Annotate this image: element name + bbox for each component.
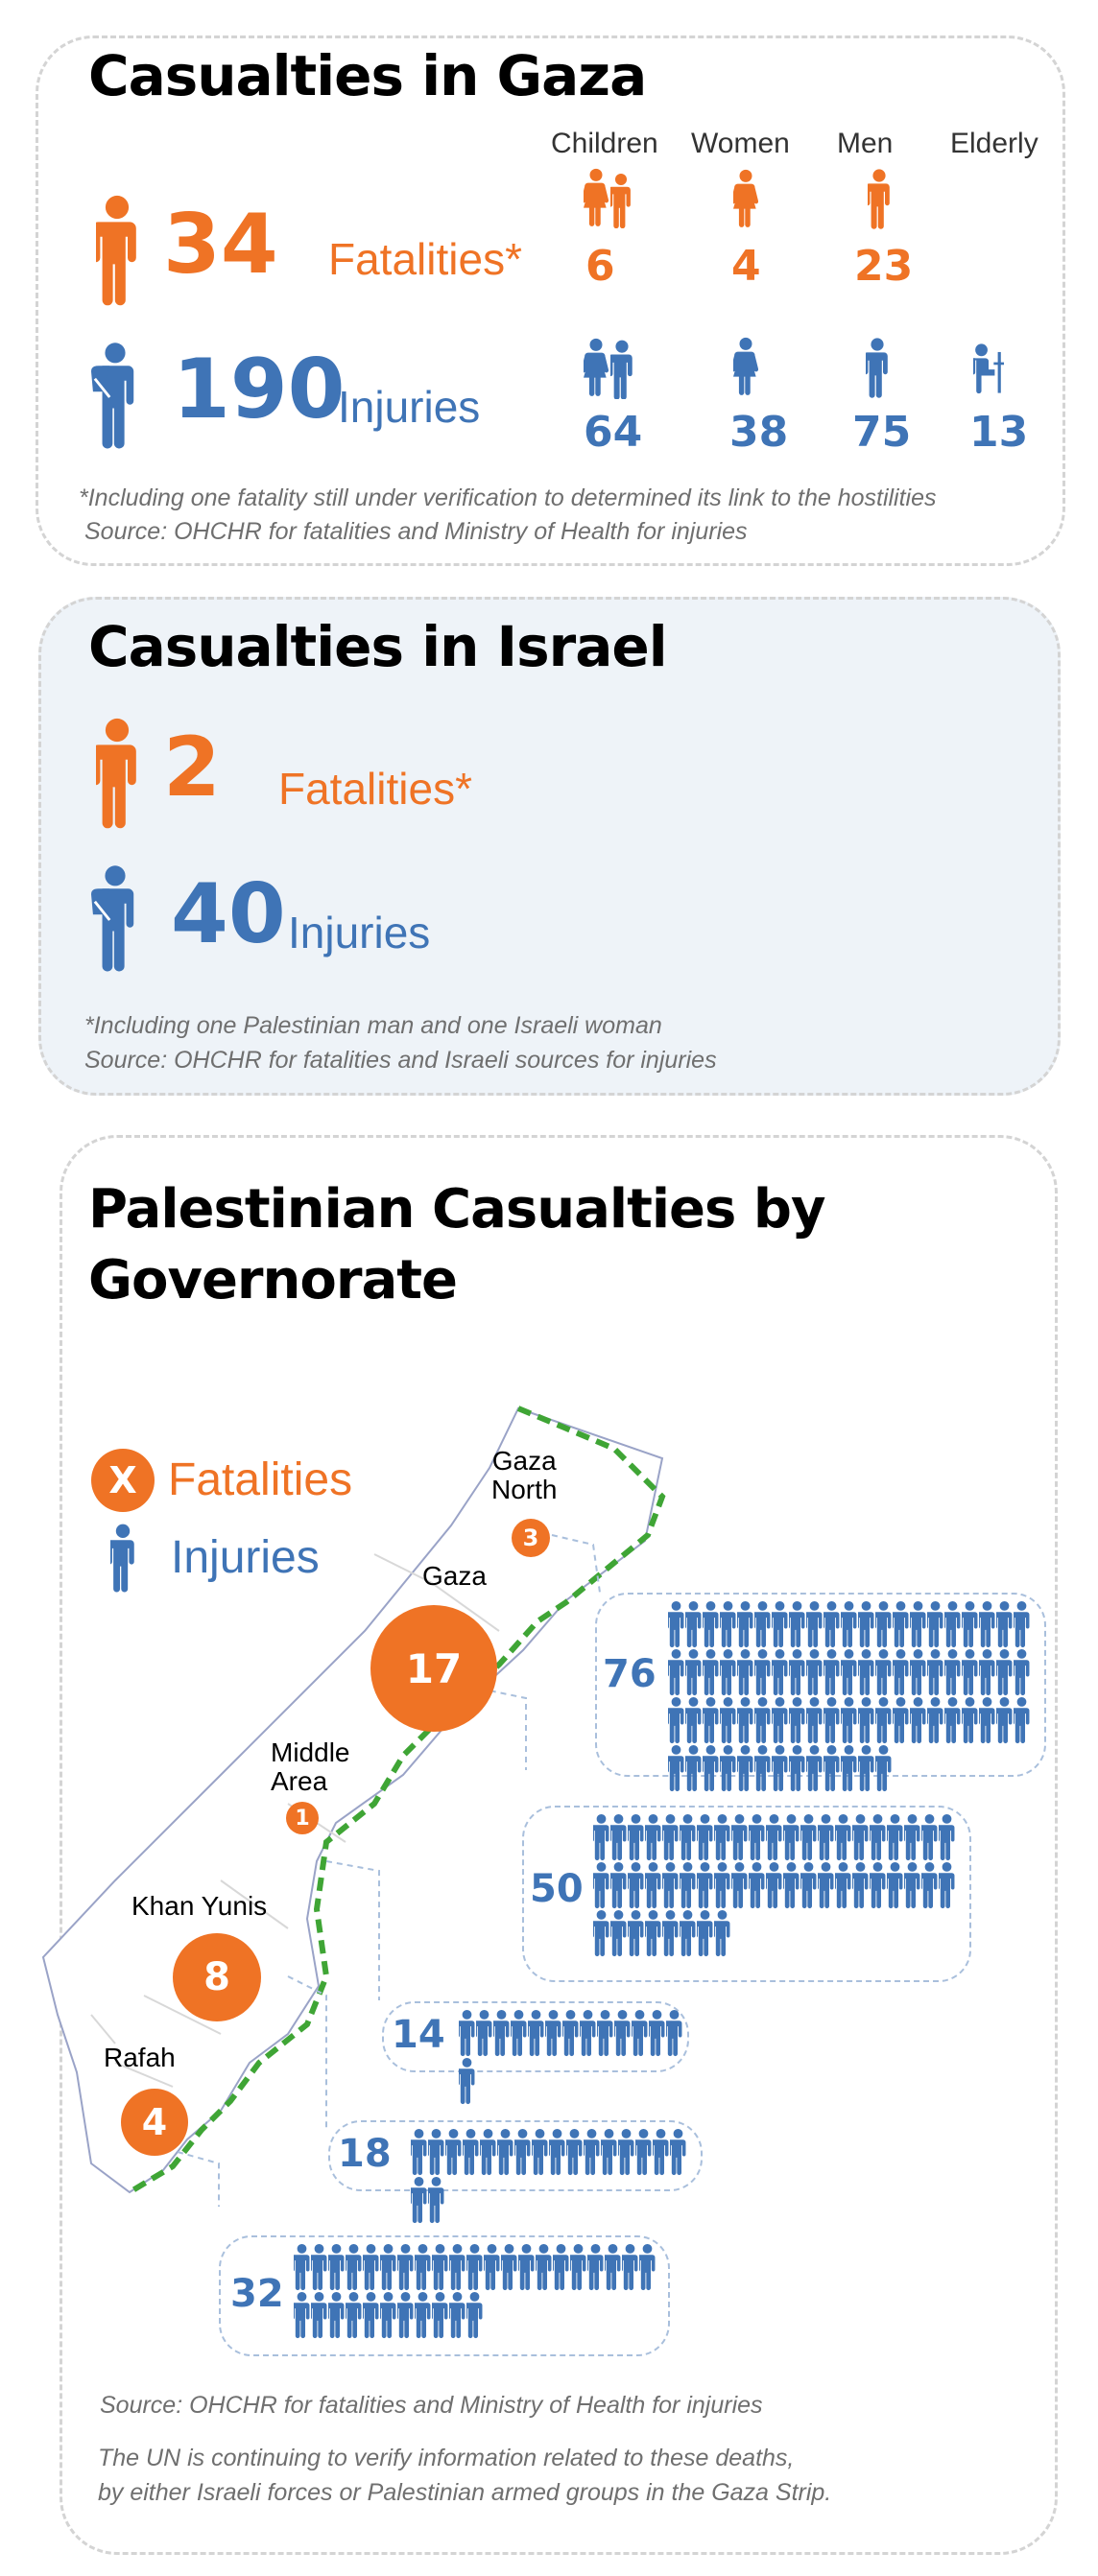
injury-person-icon xyxy=(653,2128,669,2176)
injury-person-icon xyxy=(493,2009,510,2057)
injury-person-icon xyxy=(754,1600,771,1648)
injury-person-icon xyxy=(605,2243,621,2291)
injury-person-icon xyxy=(996,1600,1013,1648)
injury-person-icon xyxy=(497,2128,513,2176)
injury-person-icon xyxy=(927,1648,943,1696)
gaza-injury-icons xyxy=(593,1813,956,1957)
injury-person-icon xyxy=(593,1909,609,1957)
injury-person-icon xyxy=(562,2009,579,2057)
injury-person-icon xyxy=(480,2128,496,2176)
middle-area-fatalities-bubble: 1 xyxy=(286,1802,319,1834)
injury-person-icon xyxy=(311,2291,327,2339)
injury-person-icon xyxy=(754,1696,771,1744)
injury-person-icon xyxy=(411,2176,427,2224)
injury-person-icon xyxy=(685,1648,702,1696)
women-fatalities: 4 xyxy=(731,242,761,291)
injury-person-icon xyxy=(445,2128,462,2176)
israel-fatality-icon xyxy=(96,715,138,830)
rafah-fatalities-bubble: 4 xyxy=(121,2089,188,2156)
injury-person-icon xyxy=(645,1813,661,1861)
injury-person-icon xyxy=(789,1648,805,1696)
region-label-gaza-north: Gaza North xyxy=(491,1446,558,1504)
injury-person-icon xyxy=(610,1861,627,1909)
injury-person-icon xyxy=(789,1600,805,1648)
injury-person-icon xyxy=(432,2243,448,2291)
elderly-injured-icon xyxy=(973,341,1004,396)
injury-person-icon xyxy=(800,1813,817,1861)
injury-person-icon xyxy=(806,1648,823,1696)
khan-yunis-injury-icons xyxy=(411,2128,699,2224)
injury-person-icon xyxy=(904,1813,920,1861)
injury-person-icon xyxy=(720,1744,736,1792)
gaza-source: Source: OHCHR for fatalities and Ministry of Health for injuries xyxy=(84,518,748,545)
injury-person-icon xyxy=(904,1861,920,1909)
governorate-title-line1: Palestinian Casualties by xyxy=(88,1178,825,1241)
injury-person-icon xyxy=(632,2009,648,2057)
children-icon-2 xyxy=(610,173,632,228)
injury-person-icon xyxy=(875,1648,892,1696)
injury-person-icon xyxy=(363,2291,379,2339)
injury-person-icon xyxy=(449,2291,465,2339)
injury-person-icon xyxy=(858,1696,874,1744)
injury-person-icon xyxy=(772,1600,788,1648)
injury-person-icon xyxy=(858,1600,874,1648)
men-fatalities: 23 xyxy=(854,242,914,291)
injury-person-icon xyxy=(514,2128,531,2176)
injury-person-icon xyxy=(887,1813,903,1861)
injury-person-icon xyxy=(536,2243,552,2291)
injury-person-icon xyxy=(806,1600,823,1648)
injury-person-icon xyxy=(979,1600,995,1648)
injury-person-icon xyxy=(703,1696,719,1744)
injury-person-icon xyxy=(893,1696,909,1744)
injury-person-icon xyxy=(927,1696,943,1744)
rafah-injury-icons xyxy=(294,2243,656,2339)
women-injuries: 38 xyxy=(729,408,789,457)
injury-person-icon xyxy=(580,2009,596,2057)
injury-person-icon xyxy=(720,1600,736,1648)
israel-injuries-label: Injuries xyxy=(288,908,431,957)
injury-person-icon xyxy=(645,1861,661,1909)
injury-person-icon xyxy=(754,1648,771,1696)
injury-person-icon xyxy=(824,1744,840,1792)
injury-person-icon xyxy=(553,2243,569,2291)
injury-person-icon xyxy=(939,1813,955,1861)
injured-person-icon xyxy=(91,341,139,454)
injury-person-icon xyxy=(910,1600,926,1648)
children-injured-icon-2 xyxy=(610,340,633,399)
injury-person-icon xyxy=(363,2243,379,2291)
legend-fatalities-label: Fatalities xyxy=(168,1454,353,1505)
injury-person-icon xyxy=(459,2009,475,2057)
governorate-note-line2: by either Israeli forces or Palestinian armed groups in the Gaza Strip. xyxy=(98,2479,832,2506)
injury-person-icon xyxy=(875,1744,892,1792)
injury-person-icon xyxy=(668,1648,684,1696)
gaza-injuries-count: 50 xyxy=(530,1867,584,1911)
injury-person-icon xyxy=(731,1813,748,1861)
injury-person-icon xyxy=(639,2243,656,2291)
injury-person-icon xyxy=(818,1861,834,1909)
injury-person-icon xyxy=(649,2009,665,2057)
injury-person-icon xyxy=(415,2243,431,2291)
israel-note: *Including one Palestinian man and one Israeli woman xyxy=(84,1012,662,1039)
injury-person-icon xyxy=(979,1648,995,1696)
women-icon xyxy=(733,168,758,229)
injury-person-icon xyxy=(893,1600,909,1648)
injury-person-icon xyxy=(570,2243,586,2291)
injury-person-icon xyxy=(783,1861,800,1909)
injury-person-icon xyxy=(749,1861,765,1909)
injury-person-icon xyxy=(870,1861,886,1909)
khan-yunis-fatalities-bubble: 8 xyxy=(173,1933,261,2021)
injury-person-icon xyxy=(593,1861,609,1909)
injury-person-icon xyxy=(597,2009,613,2057)
gaza-note: *Including one fatality still under verification to determined its link to the hostilities xyxy=(79,484,937,511)
injury-person-icon xyxy=(294,2243,310,2291)
col-men: Men xyxy=(837,128,894,159)
injury-person-icon xyxy=(415,2291,431,2339)
injury-person-icon xyxy=(618,2128,634,2176)
injury-person-icon xyxy=(593,1813,609,1861)
israel-title: Casualties in Israel xyxy=(88,614,667,679)
injury-person-icon xyxy=(720,1696,736,1744)
injury-person-icon xyxy=(518,2243,535,2291)
injury-person-icon xyxy=(870,1813,886,1861)
injury-person-icon xyxy=(1014,1648,1030,1696)
injury-person-icon xyxy=(824,1600,840,1648)
injury-person-icon xyxy=(532,2128,548,2176)
injury-person-icon xyxy=(311,2243,327,2291)
men-injured-icon xyxy=(866,336,889,399)
children-fatalities: 6 xyxy=(585,242,615,291)
injury-person-icon xyxy=(680,1909,696,1957)
injury-person-icon xyxy=(680,1861,696,1909)
injury-person-icon xyxy=(835,1861,851,1909)
israel-injured-icon xyxy=(91,863,139,977)
injury-person-icon xyxy=(685,1744,702,1792)
injury-person-icon xyxy=(910,1696,926,1744)
gaza-title: Casualties in Gaza xyxy=(88,43,647,108)
gaza-north-fatalities-bubble: 3 xyxy=(512,1519,550,1557)
children-injuries: 64 xyxy=(584,408,643,457)
injury-person-icon xyxy=(685,1600,702,1648)
gaza-north-injuries-count: 76 xyxy=(603,1652,656,1696)
injury-person-icon xyxy=(463,2128,479,2176)
region-label-gaza: Gaza xyxy=(422,1561,487,1591)
injury-person-icon xyxy=(720,1648,736,1696)
injury-person-icon xyxy=(893,1648,909,1696)
col-children: Children xyxy=(551,128,658,159)
injury-person-icon xyxy=(466,2243,483,2291)
injury-person-icon xyxy=(979,1696,995,1744)
injury-person-icon xyxy=(910,1648,926,1696)
governorate-source: Source: OHCHR for fatalities and Ministry of Health for injuries xyxy=(100,2392,763,2419)
injury-person-icon xyxy=(662,1813,679,1861)
injury-person-icon xyxy=(852,1813,869,1861)
injury-person-icon xyxy=(737,1648,753,1696)
israel-fatalities-total: 2 xyxy=(163,720,221,815)
injury-person-icon xyxy=(566,2128,583,2176)
men-injuries: 75 xyxy=(852,408,912,457)
injury-person-icon xyxy=(528,2009,544,2057)
injury-person-icon xyxy=(610,1813,627,1861)
middle-area-injury-icons xyxy=(459,2009,685,2105)
injury-person-icon xyxy=(737,1696,753,1744)
injury-person-icon xyxy=(668,1744,684,1792)
injury-person-icon xyxy=(754,1744,771,1792)
israel-source: Source: OHCHR for fatalities and Israeli sources for injuries xyxy=(84,1047,717,1074)
injury-person-icon xyxy=(397,2291,414,2339)
women-injured-icon xyxy=(733,336,758,397)
injury-person-icon xyxy=(685,1696,702,1744)
injury-person-icon xyxy=(824,1648,840,1696)
region-label-rafah: Rafah xyxy=(104,2043,176,2072)
injury-person-icon xyxy=(714,1861,730,1909)
injury-person-icon xyxy=(996,1648,1013,1696)
injury-person-icon xyxy=(697,1909,713,1957)
injury-person-icon xyxy=(921,1813,938,1861)
injury-person-icon xyxy=(380,2291,396,2339)
injury-person-icon xyxy=(944,1648,961,1696)
injury-person-icon xyxy=(841,1696,857,1744)
injury-person-icon xyxy=(841,1648,857,1696)
injury-person-icon xyxy=(749,1813,765,1861)
injury-person-icon xyxy=(635,2128,652,2176)
injury-person-icon xyxy=(294,2291,310,2339)
injury-person-icon xyxy=(628,1813,644,1861)
injury-person-icon xyxy=(428,2176,444,2224)
injury-person-icon xyxy=(887,1861,903,1909)
region-label-middle-area: Middle Area xyxy=(271,1737,350,1796)
injury-person-icon xyxy=(818,1813,834,1861)
injury-person-icon xyxy=(666,2009,682,2057)
children-injured-icon xyxy=(584,336,609,399)
gaza-north-injury-icons xyxy=(668,1600,1031,1792)
injury-person-icon xyxy=(549,2128,565,2176)
injury-person-icon xyxy=(731,1861,748,1909)
gaza-fatalities-total: 34 xyxy=(163,197,278,293)
injury-person-icon xyxy=(511,2009,527,2057)
injury-person-icon xyxy=(346,2291,362,2339)
injury-person-icon xyxy=(411,2128,427,2176)
injury-person-icon xyxy=(466,2291,483,2339)
injury-person-icon xyxy=(927,1600,943,1648)
governorate-title-line2: Governorate xyxy=(88,1249,458,1312)
injury-person-icon xyxy=(1014,1600,1030,1648)
injury-person-icon xyxy=(737,1600,753,1648)
injury-person-icon xyxy=(428,2128,444,2176)
gaza-fatalities-bubble: 17 xyxy=(370,1605,497,1732)
injury-person-icon xyxy=(476,2009,492,2057)
injury-person-icon xyxy=(397,2243,414,2291)
israel-injuries-total: 40 xyxy=(171,866,286,962)
injury-person-icon xyxy=(628,1909,644,1957)
rafah-injuries-count: 32 xyxy=(230,2272,284,2316)
injury-person-icon xyxy=(545,2009,561,2057)
injury-person-icon xyxy=(432,2291,448,2339)
injury-person-icon xyxy=(697,1813,713,1861)
injury-person-icon xyxy=(858,1744,874,1792)
men-icon xyxy=(868,168,891,229)
elderly-injuries: 13 xyxy=(969,408,1029,457)
injury-person-icon xyxy=(875,1600,892,1648)
injury-person-icon xyxy=(628,1861,644,1909)
injury-person-icon xyxy=(601,2128,617,2176)
injury-person-icon xyxy=(806,1744,823,1792)
col-elderly: Elderly xyxy=(950,128,1038,159)
injury-person-icon xyxy=(680,1813,696,1861)
col-women: Women xyxy=(691,128,790,159)
legend-fatality-bubble: X xyxy=(91,1449,155,1512)
injury-person-icon xyxy=(714,1909,730,1957)
injury-person-icon xyxy=(772,1696,788,1744)
injury-person-icon xyxy=(962,1696,978,1744)
injury-person-icon xyxy=(789,1696,805,1744)
injury-person-icon xyxy=(858,1648,874,1696)
injury-person-icon xyxy=(328,2291,345,2339)
injury-person-icon xyxy=(766,1813,782,1861)
region-label-khan-yunis: Khan Yunis xyxy=(131,1891,268,1921)
legend-injuries-label: Injuries xyxy=(171,1532,320,1583)
injury-person-icon xyxy=(835,1813,851,1861)
injury-person-icon xyxy=(939,1861,955,1909)
injury-person-icon xyxy=(697,1861,713,1909)
injury-person-icon xyxy=(380,2243,396,2291)
injury-person-icon xyxy=(962,1600,978,1648)
injury-person-icon xyxy=(662,1909,679,1957)
injury-person-icon xyxy=(962,1648,978,1696)
injury-person-icon xyxy=(772,1744,788,1792)
injury-person-icon xyxy=(789,1744,805,1792)
injury-person-icon xyxy=(714,1813,730,1861)
fatality-person-icon xyxy=(96,192,138,307)
injury-person-icon xyxy=(824,1696,840,1744)
gaza-injuries-label: Injuries xyxy=(338,382,481,432)
injury-person-icon xyxy=(584,2128,600,2176)
children-icon xyxy=(584,168,609,227)
injury-person-icon xyxy=(772,1648,788,1696)
gaza-injuries-total: 190 xyxy=(173,342,346,437)
injury-person-icon xyxy=(841,1744,857,1792)
injury-person-icon xyxy=(766,1861,782,1909)
middle-area-injuries-count: 14 xyxy=(392,2013,445,2057)
injury-person-icon xyxy=(610,1909,627,1957)
injury-person-icon xyxy=(800,1861,817,1909)
injury-person-icon xyxy=(645,1909,661,1957)
injury-person-icon xyxy=(459,2057,475,2105)
injury-person-icon xyxy=(622,2243,638,2291)
injury-person-icon xyxy=(328,2243,345,2291)
israel-fatalities-label: Fatalities* xyxy=(278,764,472,814)
injury-person-icon xyxy=(875,1696,892,1744)
injury-person-icon xyxy=(501,2243,517,2291)
governorate-note-line1: The UN is continuing to verify information related to these deaths, xyxy=(98,2445,795,2471)
gaza-fatalities-label: Fatalities* xyxy=(328,234,522,284)
injury-person-icon xyxy=(806,1696,823,1744)
injury-person-icon xyxy=(944,1600,961,1648)
injury-person-icon xyxy=(703,1648,719,1696)
injury-person-icon xyxy=(614,2009,631,2057)
injury-person-icon xyxy=(996,1696,1013,1744)
injury-person-icon xyxy=(783,1813,800,1861)
injury-person-icon xyxy=(944,1696,961,1744)
injury-person-icon xyxy=(668,1600,684,1648)
injury-person-icon xyxy=(703,1600,719,1648)
injury-person-icon xyxy=(841,1600,857,1648)
injury-person-icon xyxy=(449,2243,465,2291)
injury-person-icon xyxy=(703,1744,719,1792)
injury-person-icon xyxy=(852,1861,869,1909)
injury-person-icon xyxy=(668,1696,684,1744)
injury-person-icon xyxy=(737,1744,753,1792)
injury-person-icon xyxy=(662,1861,679,1909)
injury-person-icon xyxy=(670,2128,686,2176)
injury-person-icon xyxy=(346,2243,362,2291)
injury-person-icon xyxy=(921,1861,938,1909)
injury-person-icon xyxy=(1014,1696,1030,1744)
injury-person-icon xyxy=(484,2243,500,2291)
khan-yunis-injuries-count: 18 xyxy=(338,2132,392,2176)
injury-person-icon xyxy=(587,2243,604,2291)
